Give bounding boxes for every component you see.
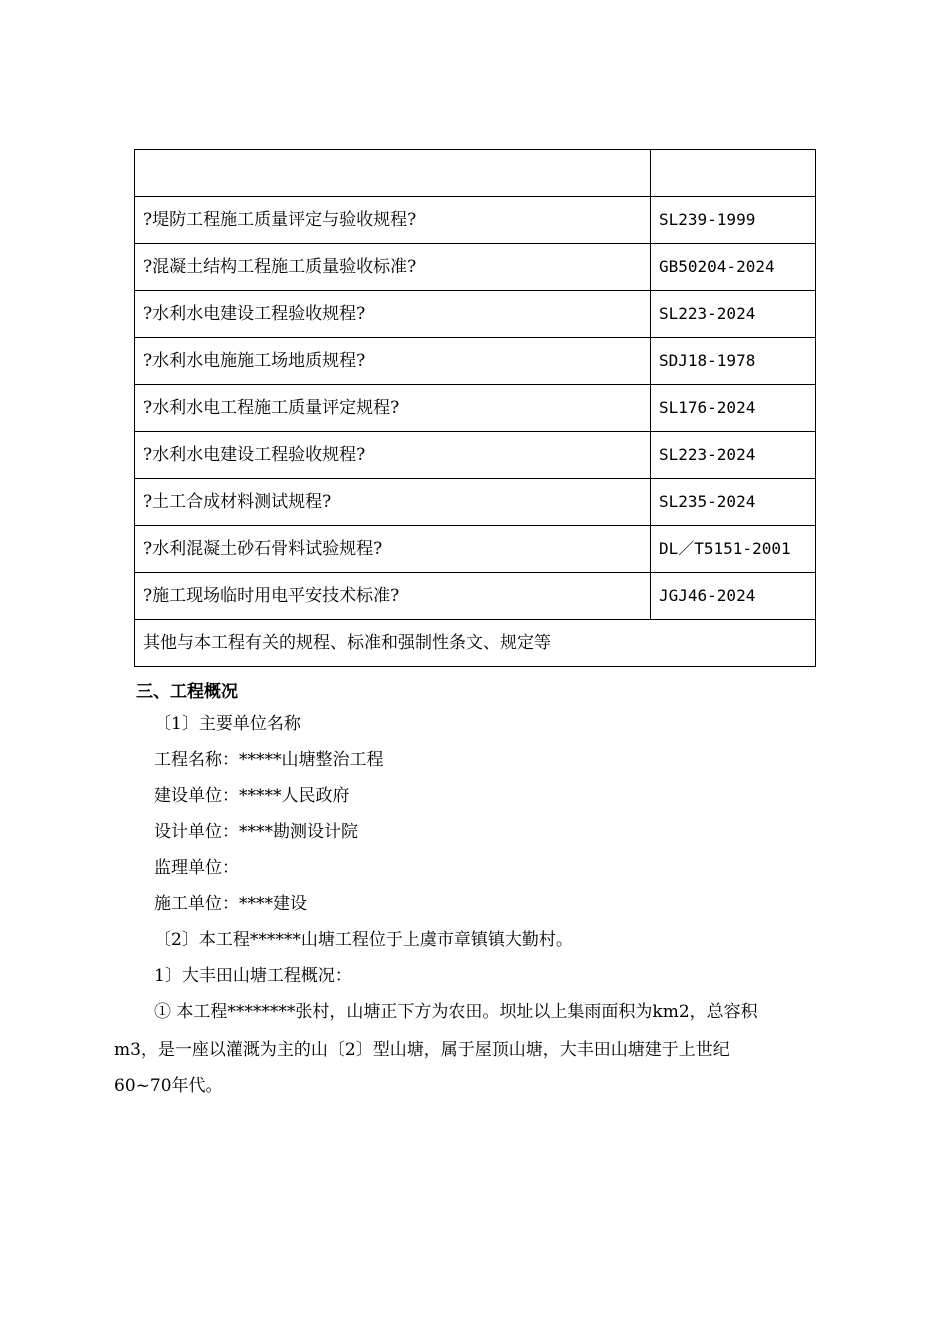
- project-name-line: 工程名称：*****山塘整治工程: [154, 750, 384, 770]
- standard-name-cell: ?混凝土结构工程施工质量验收标准?: [135, 244, 651, 291]
- table-row: [135, 432, 816, 479]
- supervisor-line: 监理单位：: [154, 858, 239, 878]
- overview-paragraph-line-2: m3，是一座以灌溉为主的山〔2〕型山塘，属于屋顶山塘，大丰田山塘建于上世纪: [114, 1040, 730, 1060]
- table-row: [135, 385, 816, 432]
- standard-code-cell: SL223-2024: [651, 291, 816, 338]
- table-row: [135, 244, 816, 291]
- section-heading: 三、工程概况: [136, 682, 238, 702]
- table-row: [135, 338, 816, 385]
- standard-code-cell: SL239-1999: [651, 197, 816, 244]
- standard-code-cell: JGJ46-2024: [651, 573, 816, 620]
- standard-name-cell: ?水利水电建设工程验收规程?: [135, 291, 651, 338]
- table-row: [135, 150, 816, 197]
- standard-name-cell: ?堤防工程施工质量评定与验收规程?: [135, 197, 651, 244]
- standard-code-cell: SL235-2024: [651, 479, 816, 526]
- designer-line: 设计单位：****勘测设计院: [154, 822, 358, 842]
- subheading-overview: 1〕大丰田山塘工程概况：: [154, 966, 352, 986]
- standard-code-cell: SDJ18-1978: [651, 338, 816, 385]
- table-row: [135, 291, 816, 338]
- standard-name-cell: ?水利混凝土砂石骨料试验规程?: [135, 526, 651, 573]
- standard-name-cell: ?水利水电工程施工质量评定规程?: [135, 385, 651, 432]
- standard-name-cell: ?土工合成材料测试规程?: [135, 479, 651, 526]
- table-row: [135, 526, 816, 573]
- contractor-line: 施工单位：****建设: [154, 894, 307, 914]
- owner-line: 建设单位：*****人民政府: [154, 786, 350, 806]
- subheading-main-units: 〔1〕主要单位名称: [154, 714, 301, 734]
- standard-code-cell: [651, 150, 816, 197]
- standard-name-cell: [135, 150, 651, 197]
- standard-name-cell: ?水利水电施施工场地质规程?: [135, 338, 651, 385]
- table-row: [135, 479, 816, 526]
- table-footer-row: [135, 620, 816, 667]
- overview-paragraph-line-1: ① 本工程********张村，山塘正下方为农田。坝址以上集雨面积为km2，总容积: [154, 1002, 758, 1022]
- table-footer-cell: 其他与本工程有关的规程、标准和强制性条文、规定等: [135, 620, 816, 667]
- standard-code-cell: SL176-2024: [651, 385, 816, 432]
- standard-name-cell: ?施工现场临时用电平安技术标准?: [135, 573, 651, 620]
- standard-code-cell: GB50204-2024: [651, 244, 816, 291]
- standard-name-cell: ?水利水电建设工程验收规程?: [135, 432, 651, 479]
- overview-paragraph-line-3: 60~70年代。: [114, 1076, 223, 1096]
- standard-code-cell: SL223-2024: [651, 432, 816, 479]
- standard-code-cell: DL／T5151-2001: [651, 526, 816, 573]
- table-row: [135, 573, 816, 620]
- project-location-line: 〔2〕本工程******山塘工程位于上虞市章镇镇大勤村。: [154, 930, 573, 950]
- table-row: [135, 197, 816, 244]
- standards-table: [134, 149, 816, 667]
